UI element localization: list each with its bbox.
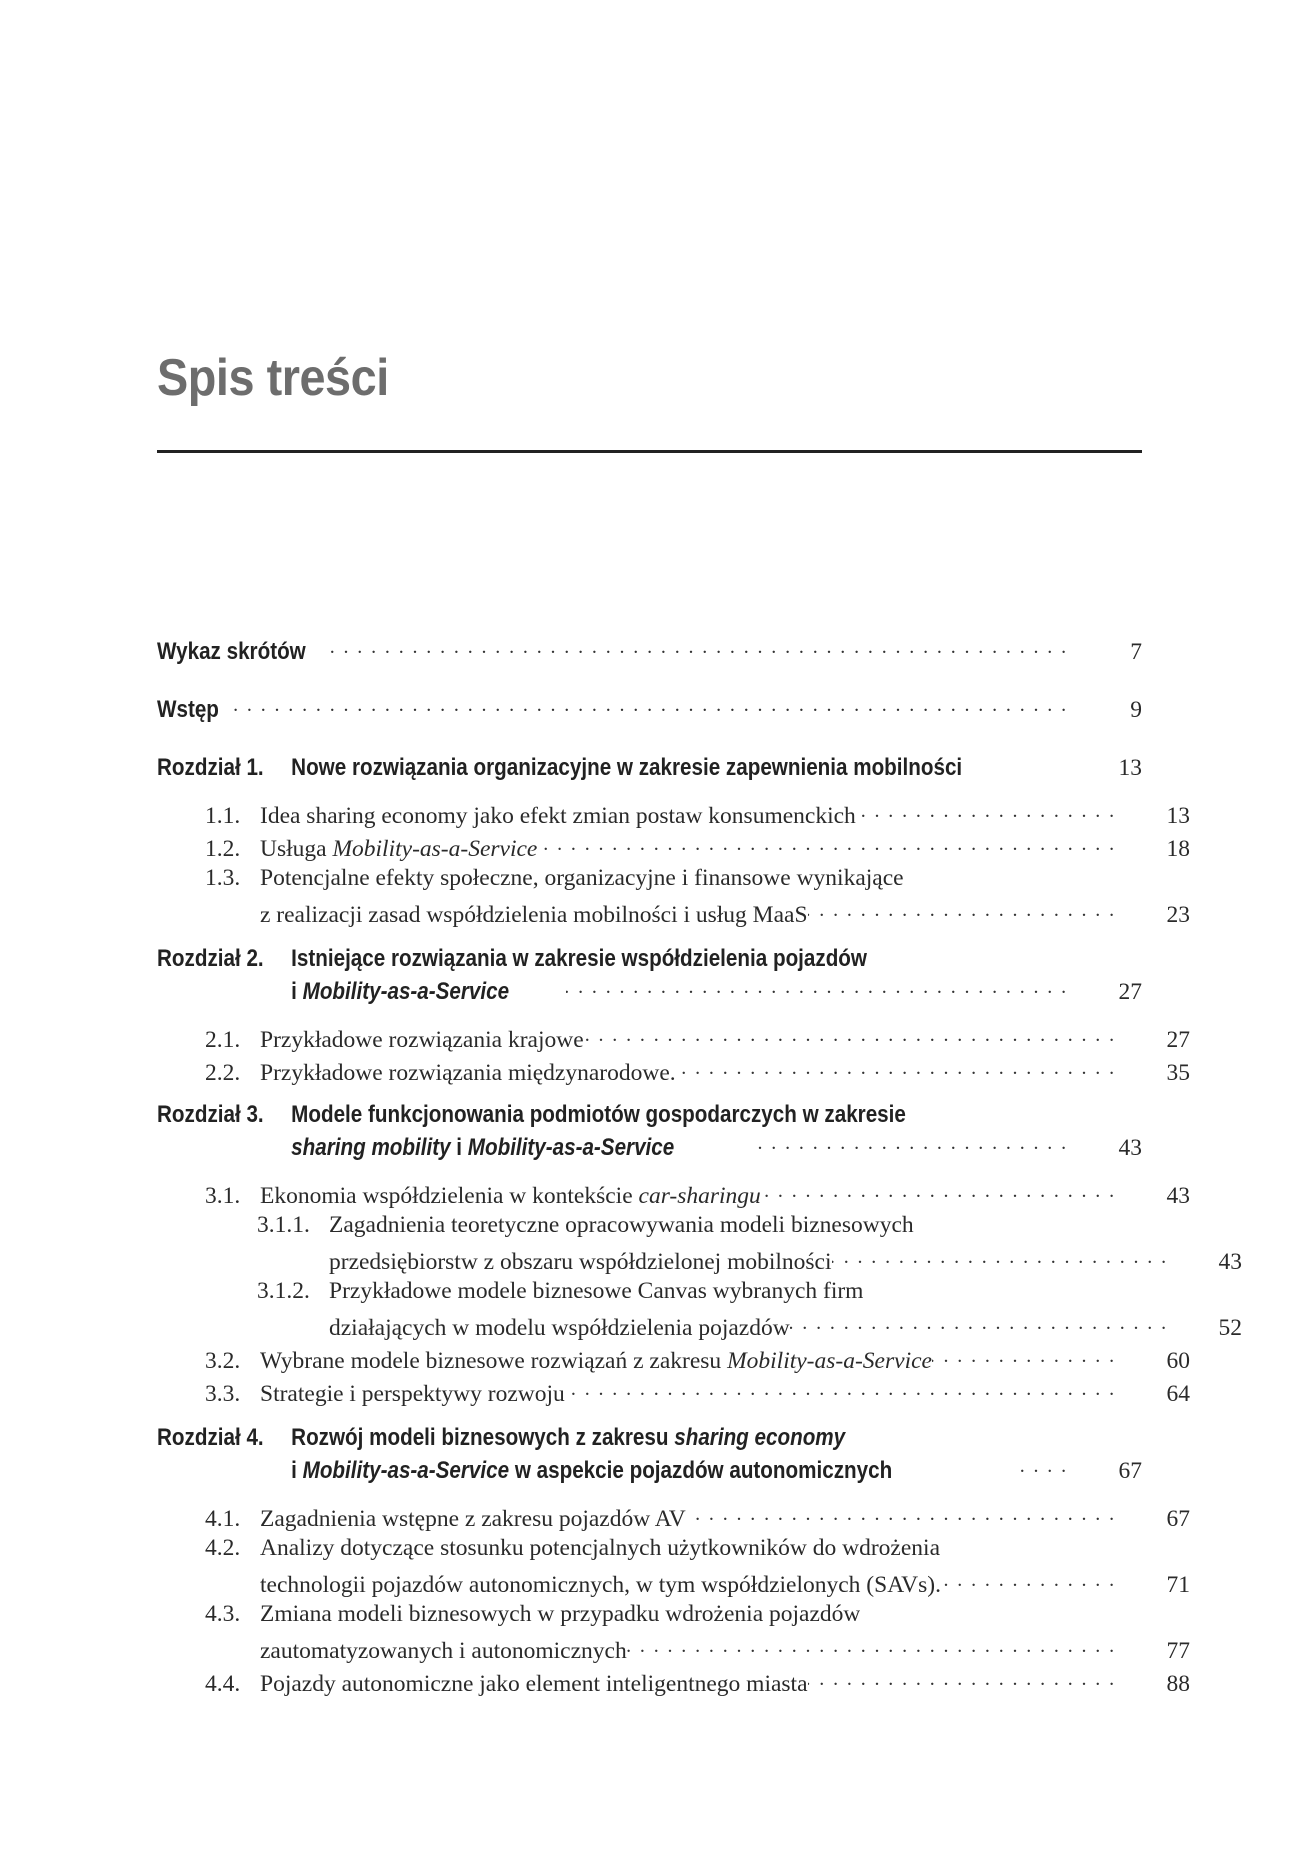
section-title-line2: przedsiębiorstw z obszaru współdzielonej mobilności <box>329 1248 832 1275</box>
toc-page-number: 52 <box>1218 1314 1242 1341</box>
chapter-title-line2: i <box>291 978 303 1005</box>
leader-dots <box>790 1311 1172 1335</box>
section-number: 2.1. <box>205 1026 241 1053</box>
toc-section-4-2-cont[interactable] <box>157 1568 1190 1599</box>
section-title-line1: Analizy dotyczące stosunku potencjalnych użytkowników do wdrożenia <box>260 1535 940 1561</box>
chapter-title-italic: Mobility-as-a-Service <box>467 1134 675 1161</box>
leader-dots <box>676 1056 1120 1080</box>
section-title: Strategie i perspektywy rozwoju <box>260 1380 565 1407</box>
toc-section-1-3-cont[interactable] <box>157 898 1190 929</box>
section-number: 3.3. <box>205 1380 241 1407</box>
toc-section-1-3[interactable] <box>157 865 1190 892</box>
section-number: 4.1. <box>205 1505 241 1532</box>
toc-page-number: 27 <box>1118 979 1142 1005</box>
toc-page-number: 43 <box>1218 1248 1242 1275</box>
section-title-line2: zautomatyzowanych i autonomicznych <box>260 1637 627 1664</box>
toc-page-number: 7 <box>1130 639 1142 665</box>
chapter-title-italic: sharing economy <box>674 1424 846 1451</box>
leader-dots <box>330 643 1072 659</box>
toc-page-number: 88 <box>1166 1670 1190 1697</box>
leader-dots <box>1012 1462 1072 1478</box>
toc-page-number: 23 <box>1166 901 1190 928</box>
toc-section-4-2[interactable] <box>157 1535 1190 1562</box>
toc-entry-wykaz[interactable] <box>157 638 1142 666</box>
toc-page-number: 13 <box>1166 802 1190 829</box>
section-title: Ekonomia współdzielenia w kontekście <box>260 1182 639 1209</box>
leader-dots <box>941 1568 1120 1592</box>
toc-page-number: 64 <box>1166 1380 1190 1407</box>
leader-dots <box>566 983 1072 999</box>
section-number: 2.2. <box>205 1059 241 1086</box>
page-title: Spis treści <box>157 349 389 407</box>
toc-chapter-3-cont[interactable] <box>157 1134 1142 1162</box>
toc-section-3-1[interactable] <box>157 1179 1190 1210</box>
toc-page-number: 13 <box>1118 755 1142 781</box>
toc-page-number: 43 <box>1118 1135 1142 1161</box>
section-number: 3.1. <box>205 1182 241 1209</box>
toc-page-number: 71 <box>1166 1571 1190 1598</box>
section-title-italic: car-sharingu <box>638 1182 761 1209</box>
chapter-title-line1: Istniejące rozwiązania w zakresie współdzielenia pojazdów <box>291 945 867 972</box>
leader-dots <box>686 1502 1120 1526</box>
toc-chapter-2[interactable] <box>157 945 1142 973</box>
section-title: Idea sharing economy jako efekt zmian postaw konsumenckich <box>260 802 856 829</box>
leader-dots <box>808 1667 1120 1691</box>
section-title: Pojazdy autonomiczne jako element inteligentnego miasta <box>260 1670 808 1697</box>
chapter-title-line2-end: w aspekcie pojazdów autonomicznych <box>509 1457 893 1484</box>
leader-dots <box>808 898 1120 922</box>
section-title-line1: Zagadnienia teoretyczne opracowywania modeli biznesowych <box>329 1212 914 1238</box>
toc-chapter-4[interactable] <box>157 1424 1142 1452</box>
section-title-italic: Mobility-as-a-Service <box>727 1347 932 1374</box>
toc-section-2-1[interactable] <box>157 1023 1190 1054</box>
section-title: Zagadnienia wstępne z zakresu pojazdów AV <box>260 1505 686 1532</box>
section-number: 4.4. <box>205 1670 241 1697</box>
chapter-title-italic: Mobility-as-a-Service <box>302 978 510 1005</box>
leader-dots <box>584 1023 1120 1047</box>
toc-page-number: 60 <box>1166 1347 1190 1374</box>
section-number: 3.2. <box>205 1347 241 1374</box>
toc-section-3-1-1[interactable] <box>157 1212 1242 1239</box>
chapter-title-italic: Mobility-as-a-Service <box>302 1457 510 1484</box>
toc-page-number: 67 <box>1166 1505 1190 1532</box>
section-number: 3.1.2. <box>257 1278 310 1304</box>
leader-dots <box>832 1245 1172 1269</box>
leader-dots <box>758 1139 1072 1155</box>
toc-section-3-1-1-cont[interactable] <box>157 1245 1242 1276</box>
section-number: 4.3. <box>205 1601 241 1627</box>
toc-section-3-1-2[interactable] <box>157 1278 1242 1305</box>
toc-page-number: 18 <box>1166 835 1190 862</box>
toc-entry-label: Wstęp <box>157 696 219 723</box>
section-title: Usługa <box>260 835 333 862</box>
leader-dots <box>932 1344 1120 1368</box>
section-title-line2: z realizacji zasad współdzielenia mobilności i usług MaaS <box>260 901 808 928</box>
toc-section-4-1[interactable] <box>157 1502 1190 1533</box>
toc-section-1-1[interactable] <box>157 799 1190 830</box>
chapter-title-line2: i <box>291 1457 303 1484</box>
toc-page-number: 27 <box>1166 1026 1190 1053</box>
toc-entry-label: Wykaz skrótów <box>157 638 306 665</box>
section-title: Przykładowe rozwiązania krajowe <box>260 1026 584 1053</box>
toc-section-4-3-cont[interactable] <box>157 1634 1190 1665</box>
toc-page-number: 35 <box>1166 1059 1190 1086</box>
toc-page-number: 67 <box>1118 1458 1142 1484</box>
leader-dots <box>856 799 1120 823</box>
chapter-number: Rozdział 2. <box>157 945 264 972</box>
section-title-line1: Potencjalne efekty społeczne, organizacyjne i finansowe wynikające <box>260 865 904 891</box>
toc-chapter-1[interactable] <box>157 754 1142 782</box>
chapter-number: Rozdział 1. <box>157 754 264 781</box>
chapter-title: Nowe rozwiązania organizacyjne w zakresie zapewnienia mobilności <box>291 754 963 781</box>
chapter-title-line1: Modele funkcjonowania podmiotów gospodarczych w zakresie <box>291 1101 906 1128</box>
section-number: 1.3. <box>205 865 241 891</box>
toc-page-number: 77 <box>1166 1637 1190 1664</box>
leader-dots <box>537 832 1120 856</box>
toc-page-number: 9 <box>1130 697 1142 723</box>
section-title-line2: działających w modelu współdzielenia pojazdów <box>329 1314 790 1341</box>
toc-chapter-4-cont[interactable] <box>157 1457 1142 1485</box>
toc-section-1-2[interactable] <box>157 832 1190 863</box>
chapter-number: Rozdział 3. <box>157 1101 264 1128</box>
section-title-line2: technologii pojazdów autonomicznych, w tym współdzielonych (SAVs). <box>260 1571 941 1598</box>
chapter-title-line1: Rozwój modeli biznesowych z zakresu <box>291 1424 675 1451</box>
toc-section-3-2[interactable] <box>157 1344 1190 1375</box>
toc-page-number: 43 <box>1166 1182 1190 1209</box>
section-number: 4.2. <box>205 1535 241 1561</box>
section-title-italic: Mobility-as-a-Service <box>332 835 538 862</box>
chapter-number: Rozdział 4. <box>157 1424 264 1451</box>
section-title-line1: Zmiana modeli biznesowych w przypadku wdrożenia pojazdów <box>260 1601 861 1627</box>
leader-dots <box>761 1179 1120 1203</box>
leader-dots <box>565 1377 1120 1401</box>
toc-section-2-2[interactable] <box>157 1056 1190 1087</box>
section-number: 1.2. <box>205 835 241 862</box>
toc-section-3-3[interactable] <box>157 1377 1190 1408</box>
section-number: 1.1. <box>205 802 241 829</box>
section-number: 3.1.1. <box>257 1212 310 1238</box>
chapter-title-italic: sharing mobility <box>291 1134 451 1161</box>
toc-entry-wstep[interactable] <box>157 696 1142 724</box>
toc-chapter-2-cont[interactable] <box>157 978 1142 1006</box>
section-title: Przykładowe rozwiązania międzynarodowe. <box>260 1059 676 1086</box>
leader-dots <box>229 701 1072 717</box>
toc-chapter-3[interactable] <box>157 1101 1142 1129</box>
toc-section-4-3[interactable] <box>157 1601 1190 1628</box>
section-title-line1: Przykładowe modele biznesowe Canvas wybranych firm <box>329 1278 864 1304</box>
toc-section-3-1-2-cont[interactable] <box>157 1311 1242 1342</box>
title-divider <box>157 450 1142 453</box>
section-title: Wybrane modele biznesowe rozwiązań z zakresu <box>260 1347 728 1374</box>
chapter-title-line2: i <box>450 1134 468 1161</box>
toc-section-4-4[interactable] <box>157 1667 1190 1698</box>
leader-dots <box>627 1634 1120 1658</box>
